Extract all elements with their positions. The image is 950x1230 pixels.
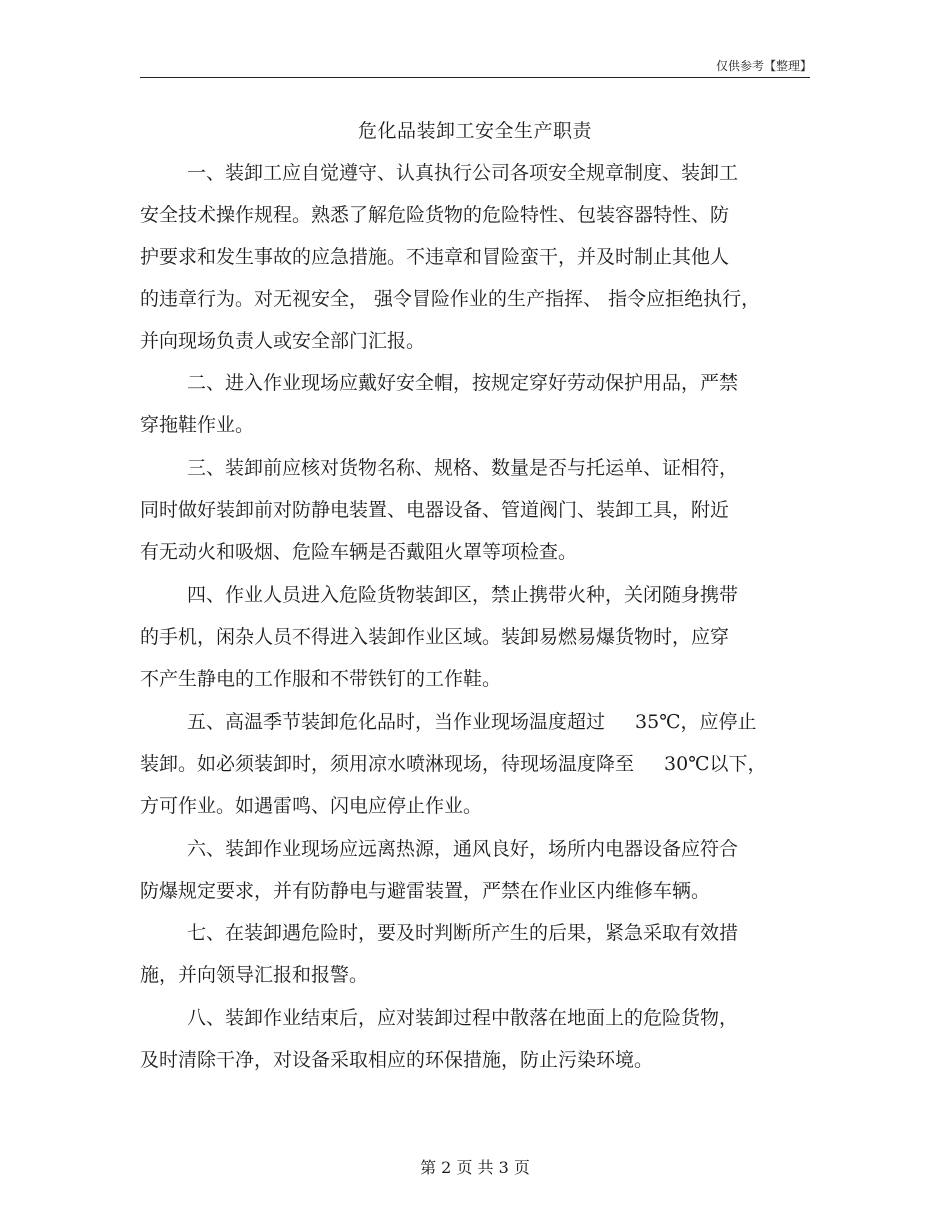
body-line: 方可作业。如遇雷鸣、闪电应停止作业。	[140, 795, 483, 817]
footer-page-number: 2	[441, 1158, 452, 1177]
footer-total-pages: 3	[498, 1158, 509, 1177]
body-line-part: 30℃以下，	[664, 753, 767, 775]
footer-mid: 页 共	[456, 1158, 494, 1177]
body-line: 的手机，闲杂人员不得进入装卸作业区域。装卸易燃易爆货物时，应穿	[140, 626, 730, 648]
body-line: 的违章行为。对无视安全， 强令冒险作业的生产指挥、 指令应拒绝执行，	[140, 288, 761, 310]
body-line: 三、装卸前应核对货物名称、规格、数量是否与托运单、证相符，	[187, 457, 739, 479]
body-line: 护要求和发生事故的应急措施。不违章和冒险蛮干，并及时制止其他人	[140, 246, 730, 268]
footer-suffix: 页	[513, 1158, 530, 1177]
body-line: 一、装卸工应自觉遵守、认真执行公司各项安全规章制度、装卸工	[187, 162, 739, 184]
body-line	[140, 707, 810, 737]
body-line-part: 五、高温季节装卸危化品时，当作业现场温度超过	[187, 711, 606, 733]
body-line-part: 35℃，应停止	[635, 711, 757, 733]
body-line: 及时清除干净，对设备采取相应的环保措施，防止污染环境。	[140, 1049, 654, 1071]
body-line: 四、作业人员进入危险货物装卸区，禁止携带火种，关闭随身携带	[187, 584, 739, 606]
page-footer	[0, 1155, 950, 1178]
body-line: 有无动火和吸烟、危险车辆是否戴阻火罩等项检查。	[140, 541, 578, 563]
footer-prefix: 第	[420, 1158, 437, 1177]
body-line-part: 装卸。如必须装卸时，须用凉水喷淋现场，待现场温度降至	[140, 753, 635, 775]
body-line: 不产生静电的工作服和不带铁钉的工作鞋。	[140, 668, 502, 690]
body-line: 二、进入作业现场应戴好安全帽，按规定穿好劳动保护用品，严禁	[187, 372, 739, 394]
body-line: 七、在装卸遇危险时，要及时判断所产生的后果，紧急采取有效措	[187, 922, 739, 944]
header-rule	[140, 77, 810, 78]
body-line: 安全技术操作规程。熟悉了解危险货物的危险特性、包装容器特性、防	[140, 204, 730, 226]
body-line: 同时做好装卸前对防静电装置、电器设备、管道阀门、装卸工具，附近	[140, 499, 730, 521]
page-title: 危化品装卸工安全生产职责	[357, 120, 592, 142]
body-line: 六、装卸作业现场应远离热源，通风良好，场所内电器设备应符合	[187, 838, 739, 860]
body-line: 施，并向领导汇报和报警。	[140, 964, 369, 986]
header-note: 仅供参考【整理】	[715, 59, 812, 73]
body-line	[140, 749, 810, 779]
body-line: 八、装卸作业结束后，应对装卸过程中散落在地面上的危险货物，	[187, 1007, 739, 1029]
body-line: 穿拖鞋作业。	[140, 414, 255, 436]
body-line: 并向现场负责人或安全部门汇报。	[140, 330, 426, 352]
body-line: 防爆规定要求，并有防静电与避雷装置，严禁在作业区内维修车辆。	[140, 880, 711, 902]
